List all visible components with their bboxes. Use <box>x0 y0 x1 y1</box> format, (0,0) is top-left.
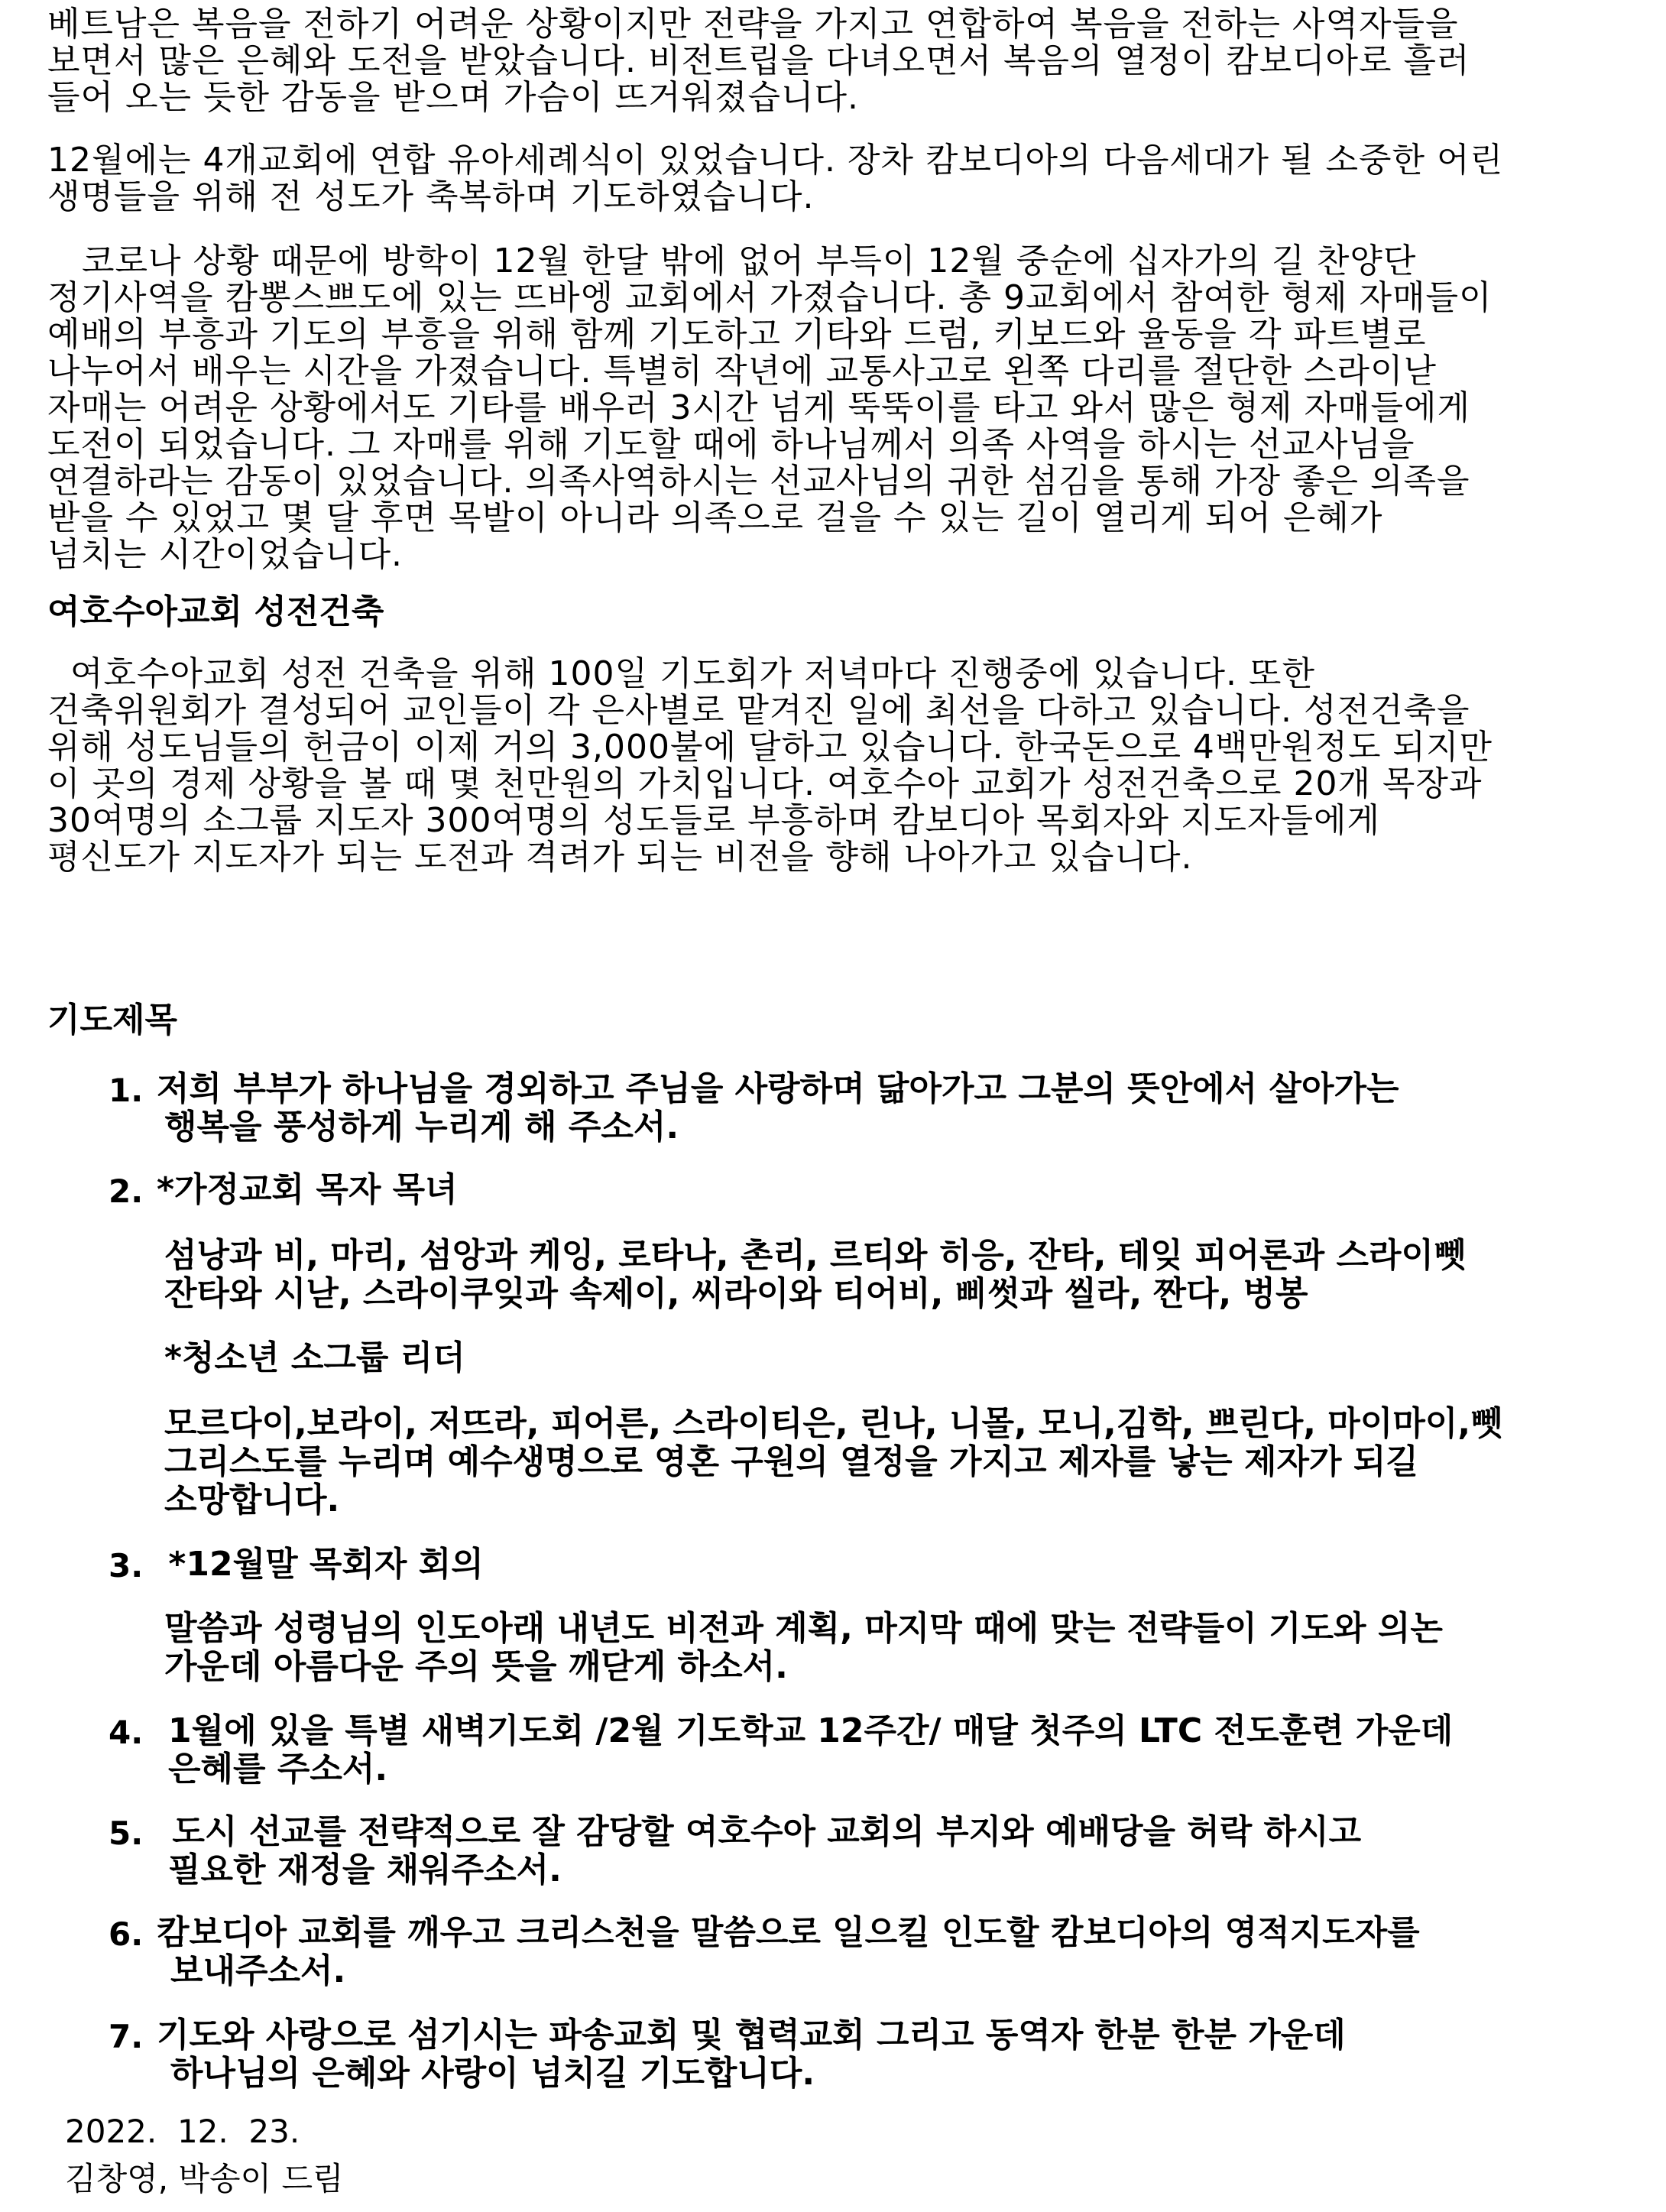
letter-date: 2022. 12. 23. <box>65 2113 300 2150</box>
prayer-item-1 <box>157 1070 1609 1147</box>
intro-paragraph-3 <box>47 243 1622 573</box>
text-line: *가정교회 목자 목녀 <box>157 1171 458 1209</box>
text-line: 정기사역을 캄뽕스쁘도에 있는 뜨바엥 교회에서 가졌습니다. 총 9교회에서 참여한 형제 자매들이 <box>47 280 1493 316</box>
text-line: 연결하라는 감동이 있었습니다. 의족사역하시는 선교사님의 귀한 섬김을 통해 가장 좋은 의족을 <box>47 463 1470 500</box>
text-line: 하나님의 은혜와 사랑이 넘치길 기도합니다. <box>170 2055 815 2093</box>
text-line: 모르다이,보라이, 저뜨라, 피어른, 스라이티은, 린나, 니몰, 모니,김학, 쁘린다, 마이마이,뻿 <box>164 1405 1503 1443</box>
prayer-item-5 <box>160 1813 1613 1889</box>
text-line: 저희 부부가 하나님을 경외하고 주님을 사랑하며 닮아가고 그분의 뜻안에서 살아가는 <box>157 1070 1399 1108</box>
youth-leader-heading <box>164 1339 1616 1377</box>
text-line: 1월에 있을 특별 새벽기도회 /2월 기도학교 12주간/ 매달 첫주의 LTC 전도훈련 가운데 <box>168 1712 1454 1750</box>
text-line: 보내주소서. <box>170 1952 346 1990</box>
letter-signature: 김창영, 박송이 드림 <box>65 2160 344 2197</box>
prayer-item-number: 5. <box>109 1815 144 1852</box>
text-line: *12월말 목회자 회의 <box>157 1545 484 1584</box>
prayer-item-4 <box>168 1712 1620 1789</box>
text-line: 캄보디아 교회를 깨우고 크리스천을 말씀으로 일으킬 인도할 캄보디아의 영적지도자를 <box>157 1914 1420 1952</box>
text-line: 섬낭과 비, 마리, 섬앙과 케잉, 로타나, 촌리, 르티와 히응, 잔타, 테잊 피어론과 스라이뻿 <box>164 1237 1467 1275</box>
text-line: 이 곳의 경제 상황을 볼 때 몇 천만원의 가치입니다. 여호수아 교회가 성전건축으로 20개 목장과 <box>47 766 1483 803</box>
text-line: 보면서 많은 은혜와 도전을 받았습니다. 비전트립을 다녀오면서 복음의 열정이 캄보디아로 흘러 <box>47 43 1470 79</box>
building-paragraph <box>47 656 1622 876</box>
prayer-item-number: 4. <box>109 1714 144 1751</box>
text-line: 받을 수 있었고 몇 달 후면 목발이 아니라 의족으로 걸을 수 있는 길이 열리게 되어 은혜가 <box>47 500 1383 537</box>
youth-leaders <box>164 1405 1616 1520</box>
prayer-item-7 <box>157 2016 1609 2093</box>
text-line: 여호수아교회 성전 건축을 위해 100일 기도회가 저녁마다 진행중에 있습니다. 또한 <box>47 656 1315 692</box>
intro-paragraph-2 <box>47 142 1622 216</box>
prayer-heading: 기도제목 <box>47 1001 178 1040</box>
prayer-item-6 <box>157 1914 1609 1990</box>
text-line: 예배의 부흥과 기도의 부흥을 위해 함께 기도하고 기타와 드럼, 키보드와 율동을 각 파트별로 <box>47 316 1427 353</box>
building-heading: 여호수아교회 성전건축 <box>47 592 384 631</box>
text-line: 들어 오는 듯한 감동을 받으며 가슴이 뜨거워졌습니다. <box>47 79 859 116</box>
intro-paragraph-1 <box>47 6 1622 116</box>
text-line: 기도와 사랑으로 섬기시는 파송교회 및 협력교회 그리고 동역자 한분 한분 가운데 <box>157 2016 1346 2055</box>
text-line: 코로나 상황 때문에 방학이 12월 한달 밖에 없어 부득이 12월 중순에 십자가의 길 찬양단 <box>47 243 1417 280</box>
text-line: 12월에는 4개교회에 연합 유아세례식이 있었습니다. 장차 캄보디아의 다음세대가 될 소중한 어린 <box>47 142 1503 179</box>
text-line: 은혜를 주소서. <box>168 1750 388 1789</box>
text-line: 소망합니다. <box>164 1481 340 1520</box>
house-church-leaders <box>164 1237 1616 1313</box>
text-line: 30여명의 소그룹 지도자 300여명의 성도들로 부흥하며 캄보디아 목회자와 지도자들에게 <box>47 803 1380 839</box>
text-line: 위해 성도님들의 헌금이 이제 거의 3,000불에 달하고 있습니다. 한국돈으로 4백만원정도 되지만 <box>47 729 1493 766</box>
text-line: 나누어서 배우는 시간을 가졌습니다. 특별히 작년에 교통사고로 왼쪽 다리를 절단한 스라이낟 <box>47 353 1437 390</box>
text-line: 잔타와 시낟, 스라이쿠잊과 속제이, 씨라이와 티어비, 삐썻과 씰라, 짠다, 벙봉 <box>164 1275 1308 1313</box>
prayer-item-number: 2. <box>109 1172 144 1210</box>
text-line: 말씀과 성령님의 인도아래 내년도 비전과 계획, 마지막 때에 맞는 전략들이 기도와 의논 <box>164 1610 1443 1648</box>
text-line: *청소년 소그룹 리더 <box>164 1339 465 1377</box>
text-line: 행복을 풍성하게 누리게 해 주소서. <box>164 1108 679 1147</box>
prayer-item-number: 3. <box>109 1547 144 1584</box>
text-line: 가운데 아름다운 주의 뜻을 깨닫게 하소서. <box>164 1648 788 1686</box>
text-line: 도시 선교를 전략적으로 잘 감당할 여호수아 교회의 부지와 예배당을 허락 하시고 <box>160 1813 1362 1851</box>
text-line: 넘치는 시간이었습니다. <box>47 537 404 573</box>
text-line: 평신도가 지도자가 되는 도전과 격려가 되는 비전을 향해 나아가고 있습니다. <box>47 839 1193 876</box>
prayer-item-number: 6. <box>109 1915 144 1953</box>
text-line: 그리스도를 누리며 예수생명으로 영혼 구원의 열정을 가지고 제자를 낳는 제자가 되길 <box>164 1443 1418 1481</box>
text-line: 자매는 어려운 상황에서도 기타를 배우러 3시간 넘게 뚝뚝이를 타고 와서 많은 형제 자매들에게 <box>47 390 1470 427</box>
text-line: 건축위원회가 결성되어 교인들이 각 은사별로 맡겨진 일에 최선을 다하고 있습니다. 성전건축을 <box>47 692 1470 729</box>
prayer-item-number: 1. <box>109 1072 144 1109</box>
text-line: 필요한 재정을 채워주소서. <box>168 1851 562 1889</box>
prayer-item-3 <box>157 1545 1609 1584</box>
text-line: 베트남은 복음을 전하기 어려운 상황이지만 전략을 가지고 연합하여 복음을 전하는 사역자들을 <box>47 6 1459 43</box>
pastor-meeting-text <box>164 1610 1616 1686</box>
prayer-item-2 <box>157 1171 1609 1209</box>
text-line: 도전이 되었습니다. 그 자매를 위해 기도할 때에 하나님께서 의족 사역을 하시는 선교사님을 <box>47 427 1415 463</box>
prayer-item-number: 7. <box>109 2018 144 2055</box>
text-line: 생명들을 위해 전 성도가 축복하며 기도하였습니다. <box>47 179 815 216</box>
